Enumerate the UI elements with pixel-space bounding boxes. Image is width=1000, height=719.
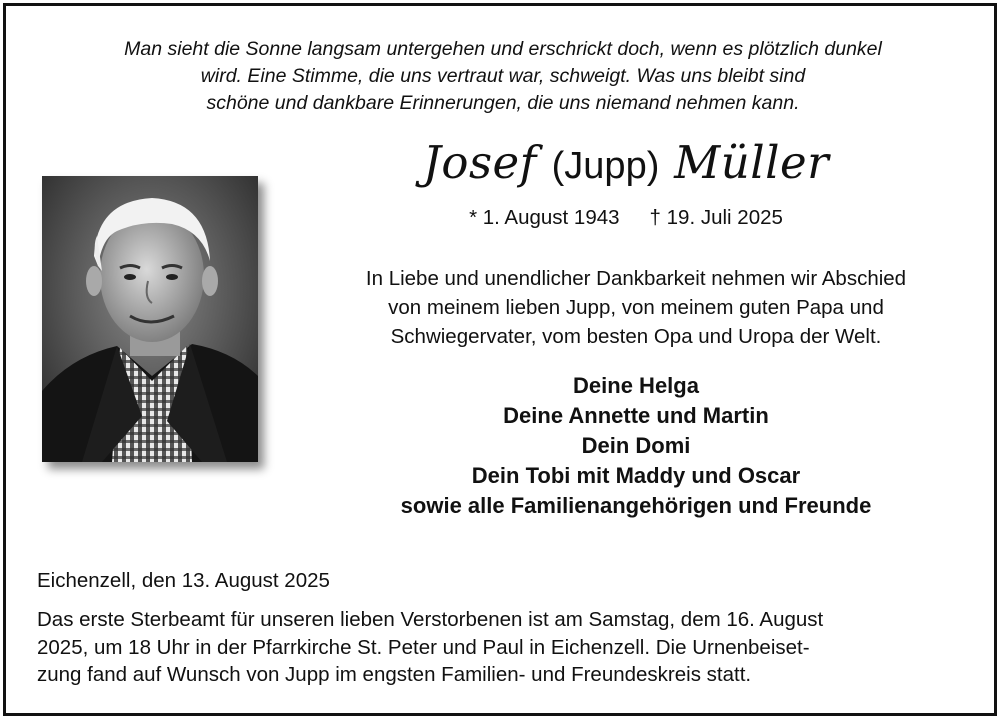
portrait-photo (42, 176, 258, 462)
poem-line: Man sieht die Sonne langsam untergehen und erschrickt doch, wenn es plötzlich dunkel (124, 38, 882, 60)
memorial-poem (6, 36, 1000, 117)
farewell-line: von meinem lieben Jupp, von meinem guten Papa und (388, 296, 884, 319)
deceased-name (346, 134, 906, 195)
place-and-date: Eichenzell, den 13. August 2025 (37, 569, 330, 592)
poem-line: wird. Eine Stimme, die uns vertraut war, schweigt. Was uns bleibt sind (200, 65, 806, 87)
notice-line: zung fand auf Wunsch von Jupp im engsten Familien- und Freundeskreis statt. (37, 663, 752, 686)
life-dates (346, 204, 906, 232)
obituary-notice (3, 3, 997, 716)
notice-line: Das erste Sterbeamt für unseren lieben Verstorbenen ist am Samstag, dem 16. August (37, 608, 824, 631)
farewell-line: Schwiegervater, vom besten Opa und Uropa der Welt. (390, 325, 882, 348)
notice-line: 2025, um 18 Uhr in der Pfarrkirche St. Peter und Paul in Eichenzell. Die Urnenbeiset- (37, 635, 810, 659)
farewell-line: In Liebe und unendlicher Dankbarkeit nehmen wir Abschied (365, 267, 907, 290)
mourner: Dein Domi (581, 433, 691, 458)
farewell-text (286, 264, 986, 351)
mourner: Deine Annette und Martin (503, 403, 769, 428)
poem-line: schöne und dankbare Erinnerungen, die uns niemand nehmen kann. (206, 92, 800, 114)
death-date: † 19. Juli 2025 (649, 206, 783, 229)
mourner: Dein Tobi mit Maddy und Oscar (471, 463, 801, 488)
birth-date: * 1. August 1943 (469, 206, 620, 229)
mourner: sowie alle Familienangehörigen und Freunde (400, 493, 872, 518)
first-name: Josef (422, 136, 537, 189)
funeral-notice (37, 606, 977, 689)
mourners-list (286, 371, 986, 521)
last-name: Müller (674, 136, 830, 189)
mourner: Deine Helga (573, 373, 699, 398)
portrait-photo-image (42, 176, 258, 462)
nickname: (Jupp) (551, 145, 660, 187)
